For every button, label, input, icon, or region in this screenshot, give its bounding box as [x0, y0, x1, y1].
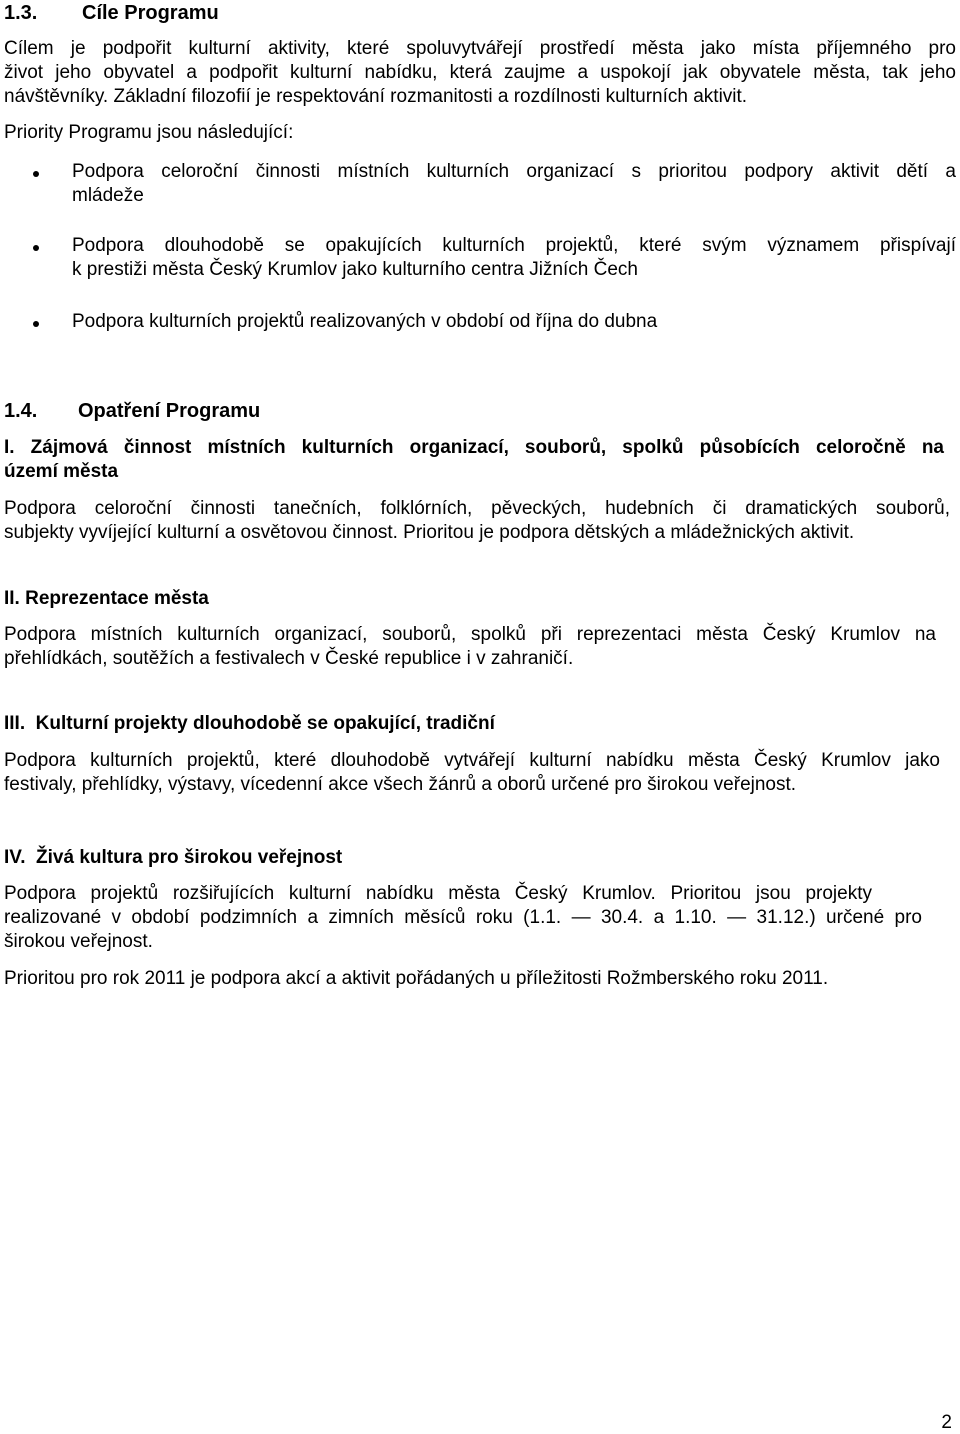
measure-4-body-line-1: Podpora projektů rozšiřujících kulturní nabídku města Český Krumlov. Prioritou jsou projekty	[4, 883, 872, 904]
measure-4-heading: IV. Živá kultura pro širokou veřejnost	[4, 847, 343, 868]
measure-3-body-line-2: festivaly, přehlídky, výstavy, vícedenní akce všech žánrů a oborů určené pro širokou veřejnost.	[4, 774, 797, 795]
bullet-icon	[33, 245, 39, 251]
measure-3-heading: III. Kulturní projekty dlouhodobě se opakující, tradiční	[4, 713, 495, 734]
bullet-icon	[33, 171, 39, 177]
section-title: Opatření Programu	[78, 400, 261, 422]
priority-1-line-2: mládeže	[72, 185, 144, 206]
section-number: 1.4.	[4, 400, 38, 422]
measure-1-heading-line-2: území města	[4, 461, 119, 482]
priority-1-line-1: Podpora celoroční činnosti místních kulturních organizací s prioritou podpory aktivit dětí a	[72, 161, 956, 182]
priority-3-line-1: Podpora kulturních projektů realizovaných v období od října do dubna	[72, 311, 658, 332]
measure-4-body-line-2: realizované v období podzimních a zimních měsíců roku (1.1. — 30.4. a 1.10. — 31.12.) určené pro	[4, 907, 922, 928]
measure-4-body-line-3: širokou veřejnost.	[4, 931, 153, 952]
section-number: 1.3.	[4, 2, 38, 24]
measure-1-heading-line-1: I. Zájmová činnost místních kulturních organizací, souborů, spolků působících celoročně na	[4, 437, 944, 458]
measure-1-body-line-1: Podpora celoroční činnosti tanečních, folklórních, pěveckých, hudebních či dramatických souborů,	[4, 498, 950, 519]
measure-3-body-line-1: Podpora kulturních projektů, které dlouhodobě vytvářejí kulturní nabídku města Český Krumlov jako	[4, 750, 940, 771]
intro-line-4: Priority Programu jsou následující:	[4, 122, 294, 143]
priority-2-line-2: k prestiži města Český Krumlov jako kulturního centra Jižních Čech	[72, 259, 638, 280]
intro-line-2: život jeho obyvatel a podpořit kulturní nabídku, která zaujme a uspokojí jak obyvatele města, tak jeho	[4, 62, 956, 83]
measure-2-heading: II. Reprezentace města	[4, 588, 209, 609]
priority-2-line-1: Podpora dlouhodobě se opakujících kulturních projektů, které svým významem přispívají	[72, 235, 956, 256]
measure-1-body-line-2: subjekty vyvíjející kulturní a osvětovou činnost. Prioritou je podpora dětských a mládežnických aktivit.	[4, 522, 855, 543]
section-title: Cíle Programu	[82, 2, 219, 24]
closing-line: Prioritou pro rok 2011 je podpora akcí a aktivit pořádaných u příležitosti Rožmberského roku 2011.	[4, 968, 829, 989]
page-number: 2	[941, 1412, 952, 1433]
measure-2-body-line-2: přehlídkách, soutěžích a festivalech v České republice i v zahraničí.	[4, 648, 574, 669]
measure-2-body-line-1: Podpora místních kulturních organizací, souborů, spolků při reprezentaci města Český Krumlov na	[4, 624, 936, 645]
bullet-icon	[33, 321, 39, 327]
intro-line-1: Cílem je podpořit kulturní aktivity, které spoluvytvářejí prostředí města jako místa příjemného pro	[4, 38, 956, 59]
section-1-4-heading	[4, 399, 260, 423]
section-1-3-heading	[4, 1, 219, 25]
intro-line-3: návštěvníky. Základní filozofií je respektování rozmanitosti a rozdílnosti kulturních aktivit.	[4, 86, 748, 107]
